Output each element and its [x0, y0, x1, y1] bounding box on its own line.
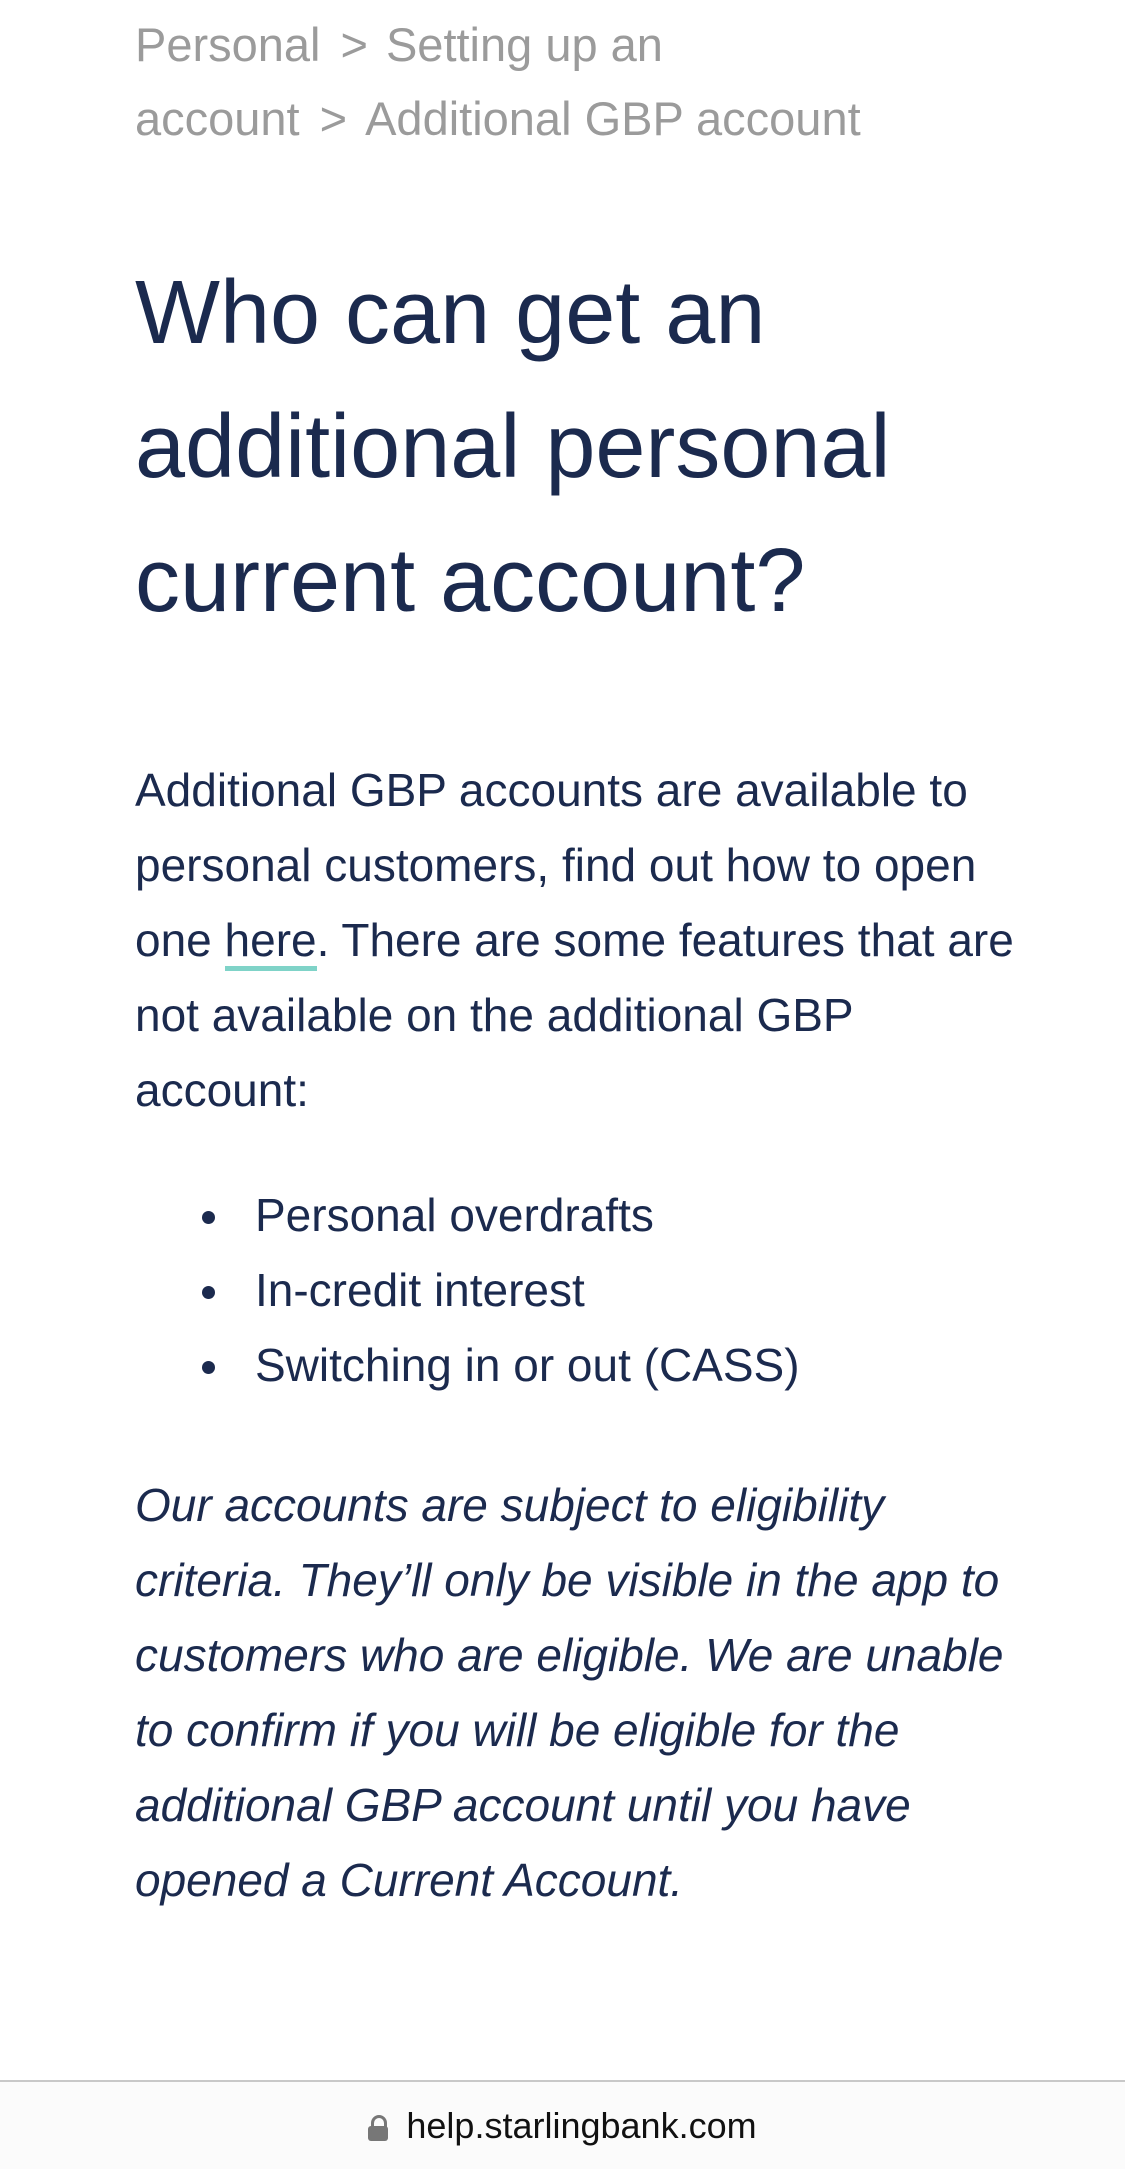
breadcrumb-item-setting-up[interactable]: Setting up an account: [135, 18, 663, 145]
list-item: In-credit interest: [255, 1253, 1015, 1328]
open-account-link[interactable]: here: [225, 914, 317, 971]
list-item: Switching in or out (CASS): [255, 1328, 1015, 1403]
intro-text-before-link: Additional GBP accounts are available to personal customers, find out how to open one: [135, 764, 977, 966]
page-title: Who can get an additional personal current account?: [135, 263, 891, 631]
lock-icon: [368, 2115, 388, 2141]
eligibility-note: Our accounts are subject to eligibility criteria. They’ll only be visible in the app to customers who are eligible. We are unable to confirm if you will be eligible for the additional GBP account until you have opened a Current Account.: [135, 1479, 1004, 1906]
intro-paragraph: [135, 753, 1015, 1128]
browser-url-bar[interactable]: [0, 2080, 1125, 2169]
breadcrumb-item-additional-gbp[interactable]: Additional GBP account: [365, 92, 861, 145]
intro-text-after-link: . There are some features that are not available on the additional GBP account:: [135, 914, 1014, 1116]
list-item: Personal overdrafts: [255, 1178, 1015, 1253]
breadcrumb: [135, 8, 955, 156]
url-text: help.starlingbank.com: [406, 2104, 757, 2146]
breadcrumb-item-personal[interactable]: Personal: [135, 18, 321, 71]
breadcrumb-separator: >: [340, 18, 368, 71]
breadcrumb-separator: >: [319, 92, 348, 145]
unavailable-features-list: [135, 1178, 1015, 1403]
article-content: [135, 0, 1015, 1918]
